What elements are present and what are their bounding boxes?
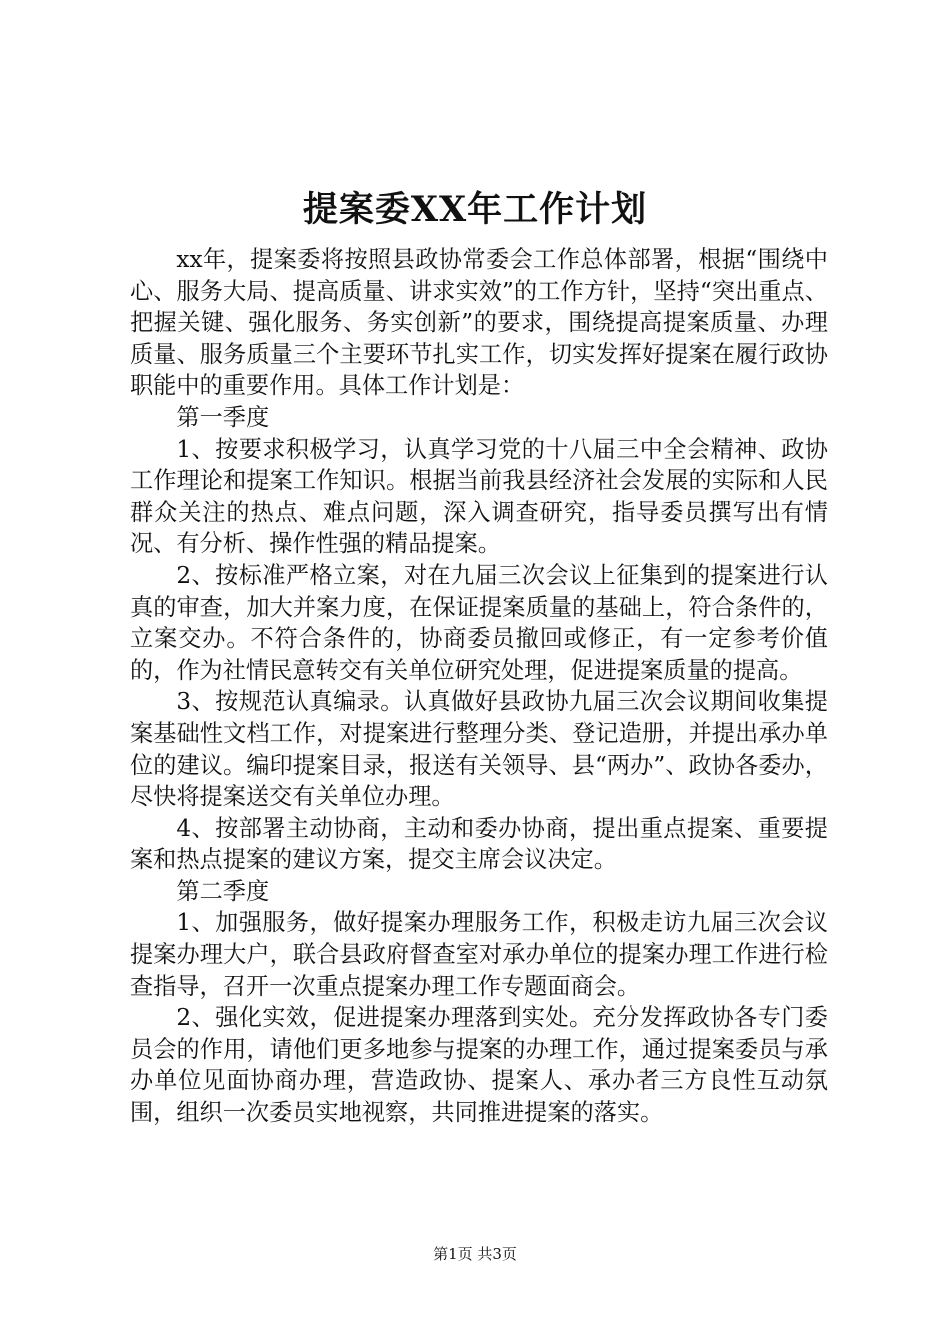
q2-item-2: 2、强化实效，促进提案办理落到实处。充分发挥政协各专门委员会的作用，请他们更多地参与提案的办理工作，通过提案委员与承办单位见面协商办理，营造政协、提案人、承办者三方良性互动氛围，组织一次委员实地视察，共同推进提案的落实。: [130, 1004, 828, 1127]
q1-item-1: 1、按要求积极学习，认真学习党的十八届三中全会精神、政协工作理论和提案工作知识。根据当前我县经济社会发展的实际和人民群众关注的热点、难点问题，深入调查研究，指导委员撰写出有情况、有分析、操作性强的精品提案。: [130, 435, 828, 558]
q2-item-1: 1、加强服务，做好提案办理服务工作，积极走访九届三次会议提案办理大户，联合县政府督查室对承办单位的提案办理工作进行检查指导，召开一次重点提案办理工作专题面商会。: [130, 909, 828, 1000]
page-number-footer: 第1页 共3页: [433, 1245, 517, 1263]
section-heading-q1: 第一季度: [176, 403, 270, 431]
q1-item-4: 4、按部署主动协商，主动和委办协商，提出重点提案、重要提案和热点提案的建议方案，提交主席会议决定。: [130, 814, 828, 874]
document-title: 提案委XX年工作计划: [302, 189, 648, 230]
document-body: [130, 244, 828, 1129]
q1-item-3: 3、按规范认真编录。认真做好县政协九届三次会议期间收集提案基础性文档工作，对提案进行整理分类、登记造册，并提出承办单位的建议。编印提案目录，报送有关领导、县“两办”、政协各委办，尽快将提案送交有关单位办理。: [130, 688, 828, 811]
intro-paragraph: xx年，提案委将按照县政协常委会工作总体部署，根据“围绕中心、服务大局、提高质量、讲求实效”的工作方针，坚持“突出重点、把握关键、强化服务、务实创新”的要求，围绕提高提案质量、办理质量、服务质量三个主要环节扎实工作，切实发挥好提案在履行政协职能中的重要作用。具体工作计划是：: [130, 246, 828, 400]
section-heading-q2: 第二季度: [176, 877, 270, 905]
q1-item-2: 2、按标准严格立案，对在九届三次会议上征集到的提案进行认真的审查，加大并案力度，在保证提案质量的基础上，符合条件的，立案交办。不符合条件的，协商委员撤回或修正，有一定参考价值的，作为社情民意转交有关单位研究处理，促进提案质量的提高。: [130, 561, 828, 684]
